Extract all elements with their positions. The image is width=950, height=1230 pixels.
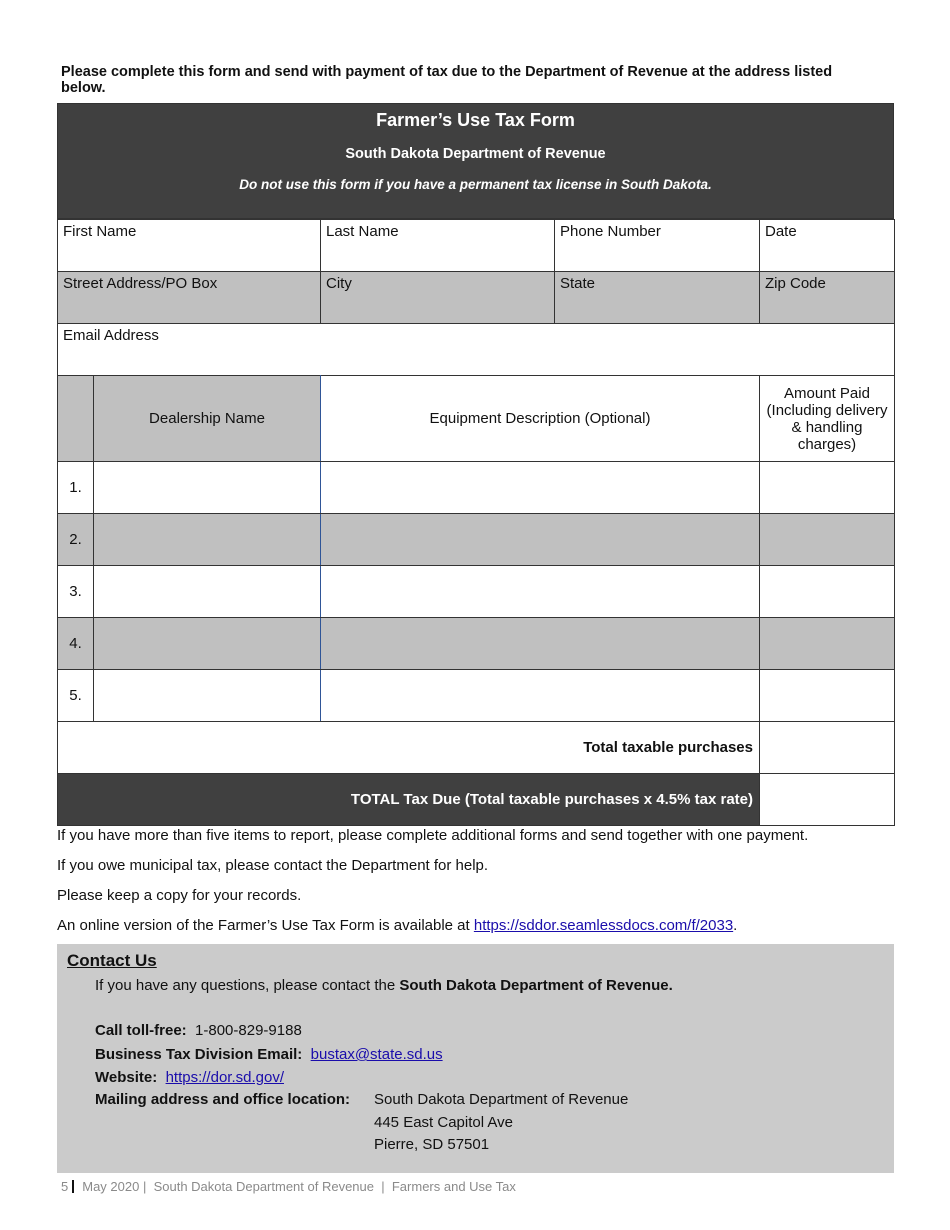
email-label: Email Address bbox=[63, 327, 159, 344]
state-label: State bbox=[560, 275, 596, 292]
equipment-cell[interactable] bbox=[321, 670, 760, 722]
mailing-label: Mailing address and office location: bbox=[95, 1091, 351, 1108]
question-org: South Dakota Department of Revenue. bbox=[399, 977, 673, 994]
equipment-cell[interactable] bbox=[321, 618, 760, 670]
tollfree-label: Call toll-free: bbox=[95, 1022, 187, 1039]
state-field[interactable] bbox=[555, 272, 760, 324]
row-number: 1. bbox=[58, 462, 94, 514]
table-row bbox=[58, 272, 895, 324]
date-label: Date bbox=[765, 223, 797, 240]
phone-field[interactable] bbox=[555, 220, 760, 272]
contact-title: Contact Us bbox=[67, 951, 157, 970]
website-line bbox=[95, 1069, 284, 1086]
email-label: Business Tax Division Email: bbox=[95, 1046, 303, 1063]
amount-cell[interactable] bbox=[760, 514, 895, 566]
row-number: 2. bbox=[58, 514, 94, 566]
note-copy: Please keep a copy for your records. bbox=[57, 887, 302, 904]
page-footer bbox=[61, 1179, 516, 1194]
online-suffix: . bbox=[733, 917, 738, 934]
city-field[interactable] bbox=[321, 272, 555, 324]
equipment-cell[interactable] bbox=[321, 462, 760, 514]
dealership-cell[interactable] bbox=[94, 618, 321, 670]
amount-header: Amount Paid (Including delivery & handling charges) bbox=[760, 376, 895, 462]
zip-label: Zip Code bbox=[765, 275, 826, 292]
address-line-3: Pierre, SD 57501 bbox=[374, 1136, 490, 1153]
footer-bar bbox=[72, 1180, 74, 1193]
equipment-cell[interactable] bbox=[321, 566, 760, 618]
date-field[interactable] bbox=[760, 220, 895, 272]
website-link[interactable]: https://dor.sd.gov/ bbox=[165, 1069, 284, 1086]
grand-total-row bbox=[58, 774, 895, 826]
dealership-cell[interactable] bbox=[94, 566, 321, 618]
row-number: 5. bbox=[58, 670, 94, 722]
table-row bbox=[58, 618, 895, 670]
total-row bbox=[58, 722, 895, 774]
dealership-cell[interactable] bbox=[94, 514, 321, 566]
online-prefix: An online version of the Farmer’s Use Tax Form is available at bbox=[57, 917, 474, 934]
phone-label: Phone Number bbox=[560, 223, 661, 240]
amount-cell[interactable] bbox=[760, 566, 895, 618]
total-taxable-label: Total taxable purchases bbox=[58, 722, 760, 774]
first-name-label: First Name bbox=[63, 223, 137, 240]
amount-cell[interactable] bbox=[760, 462, 895, 514]
total-tax-due-label: TOTAL Tax Due (Total taxable purchases x 4.5% tax rate) bbox=[58, 774, 760, 826]
license-warning: Do not use this form if you have a permanent tax license in South Dakota. bbox=[239, 177, 712, 192]
dealership-cell[interactable] bbox=[94, 462, 321, 514]
contact-section bbox=[57, 944, 894, 1173]
note-online bbox=[57, 916, 917, 946]
table-row bbox=[58, 514, 895, 566]
note-more-items: If you have more than five items to report, please complete additional forms and send together with one payment. bbox=[57, 827, 809, 844]
footer-org: South Dakota Department of Revenue bbox=[153, 1179, 374, 1194]
contact-question bbox=[95, 977, 673, 994]
total-taxable-cell[interactable] bbox=[760, 722, 895, 774]
question-prefix: If you have any questions, please contact the bbox=[95, 977, 400, 994]
address-line-1: South Dakota Department of Revenue bbox=[374, 1091, 629, 1108]
row-number-header bbox=[58, 376, 94, 462]
table-row bbox=[58, 670, 895, 722]
street-label: Street Address/PO Box bbox=[63, 275, 218, 292]
footer-sep: | bbox=[381, 1179, 385, 1194]
dealership-header: Dealership Name bbox=[94, 376, 321, 462]
online-form-link[interactable]: https://sddor.seamlessdocs.com/f/2033 bbox=[473, 917, 734, 934]
department-name: South Dakota Department of Revenue bbox=[345, 146, 606, 162]
tollfree-line bbox=[95, 1022, 302, 1039]
zip-field[interactable] bbox=[760, 272, 895, 324]
row-number: 4. bbox=[58, 618, 94, 670]
form-header bbox=[57, 103, 894, 219]
mailing-line bbox=[95, 1091, 350, 1108]
page-number: 5 bbox=[61, 1179, 69, 1194]
taxpayer-info-table bbox=[57, 219, 895, 376]
footer-date: May 2020 bbox=[82, 1179, 140, 1194]
tollfree-value: 1-800-829-9188 bbox=[195, 1022, 302, 1039]
email-line bbox=[95, 1046, 443, 1063]
last-name-label: Last Name bbox=[326, 223, 399, 240]
table-row bbox=[58, 324, 895, 376]
intro-instructions: Please complete this form and send with payment of tax due to the Department of Revenue at the address listed below. bbox=[61, 64, 833, 96]
website-label: Website: bbox=[95, 1069, 158, 1086]
footer-sep: | bbox=[142, 1179, 147, 1194]
table-row bbox=[58, 462, 895, 514]
dealership-cell[interactable] bbox=[94, 670, 321, 722]
address-line-2: 445 East Capitol Ave bbox=[374, 1114, 513, 1131]
form-title: Farmer’s Use Tax Form bbox=[376, 110, 575, 130]
email-link[interactable]: bustax@state.sd.us bbox=[310, 1046, 443, 1063]
email-field[interactable] bbox=[58, 324, 895, 376]
notes bbox=[57, 826, 917, 946]
first-name-field[interactable] bbox=[58, 220, 321, 272]
table-row bbox=[58, 566, 895, 618]
city-label: City bbox=[326, 275, 352, 292]
table-row bbox=[58, 220, 895, 272]
amount-cell[interactable] bbox=[760, 618, 895, 670]
footer-topic: Farmers and Use Tax bbox=[391, 1179, 516, 1194]
table-header-row bbox=[58, 376, 895, 462]
amount-cell[interactable] bbox=[760, 670, 895, 722]
equipment-header: Equipment Description (Optional) bbox=[321, 376, 760, 462]
last-name-field[interactable] bbox=[321, 220, 555, 272]
total-tax-due-cell[interactable] bbox=[760, 774, 895, 826]
street-field[interactable] bbox=[58, 272, 321, 324]
equipment-cell[interactable] bbox=[321, 514, 760, 566]
purchases-table bbox=[57, 375, 895, 826]
row-number: 3. bbox=[58, 566, 94, 618]
note-municipal: If you owe municipal tax, please contact the Department for help. bbox=[57, 857, 489, 874]
